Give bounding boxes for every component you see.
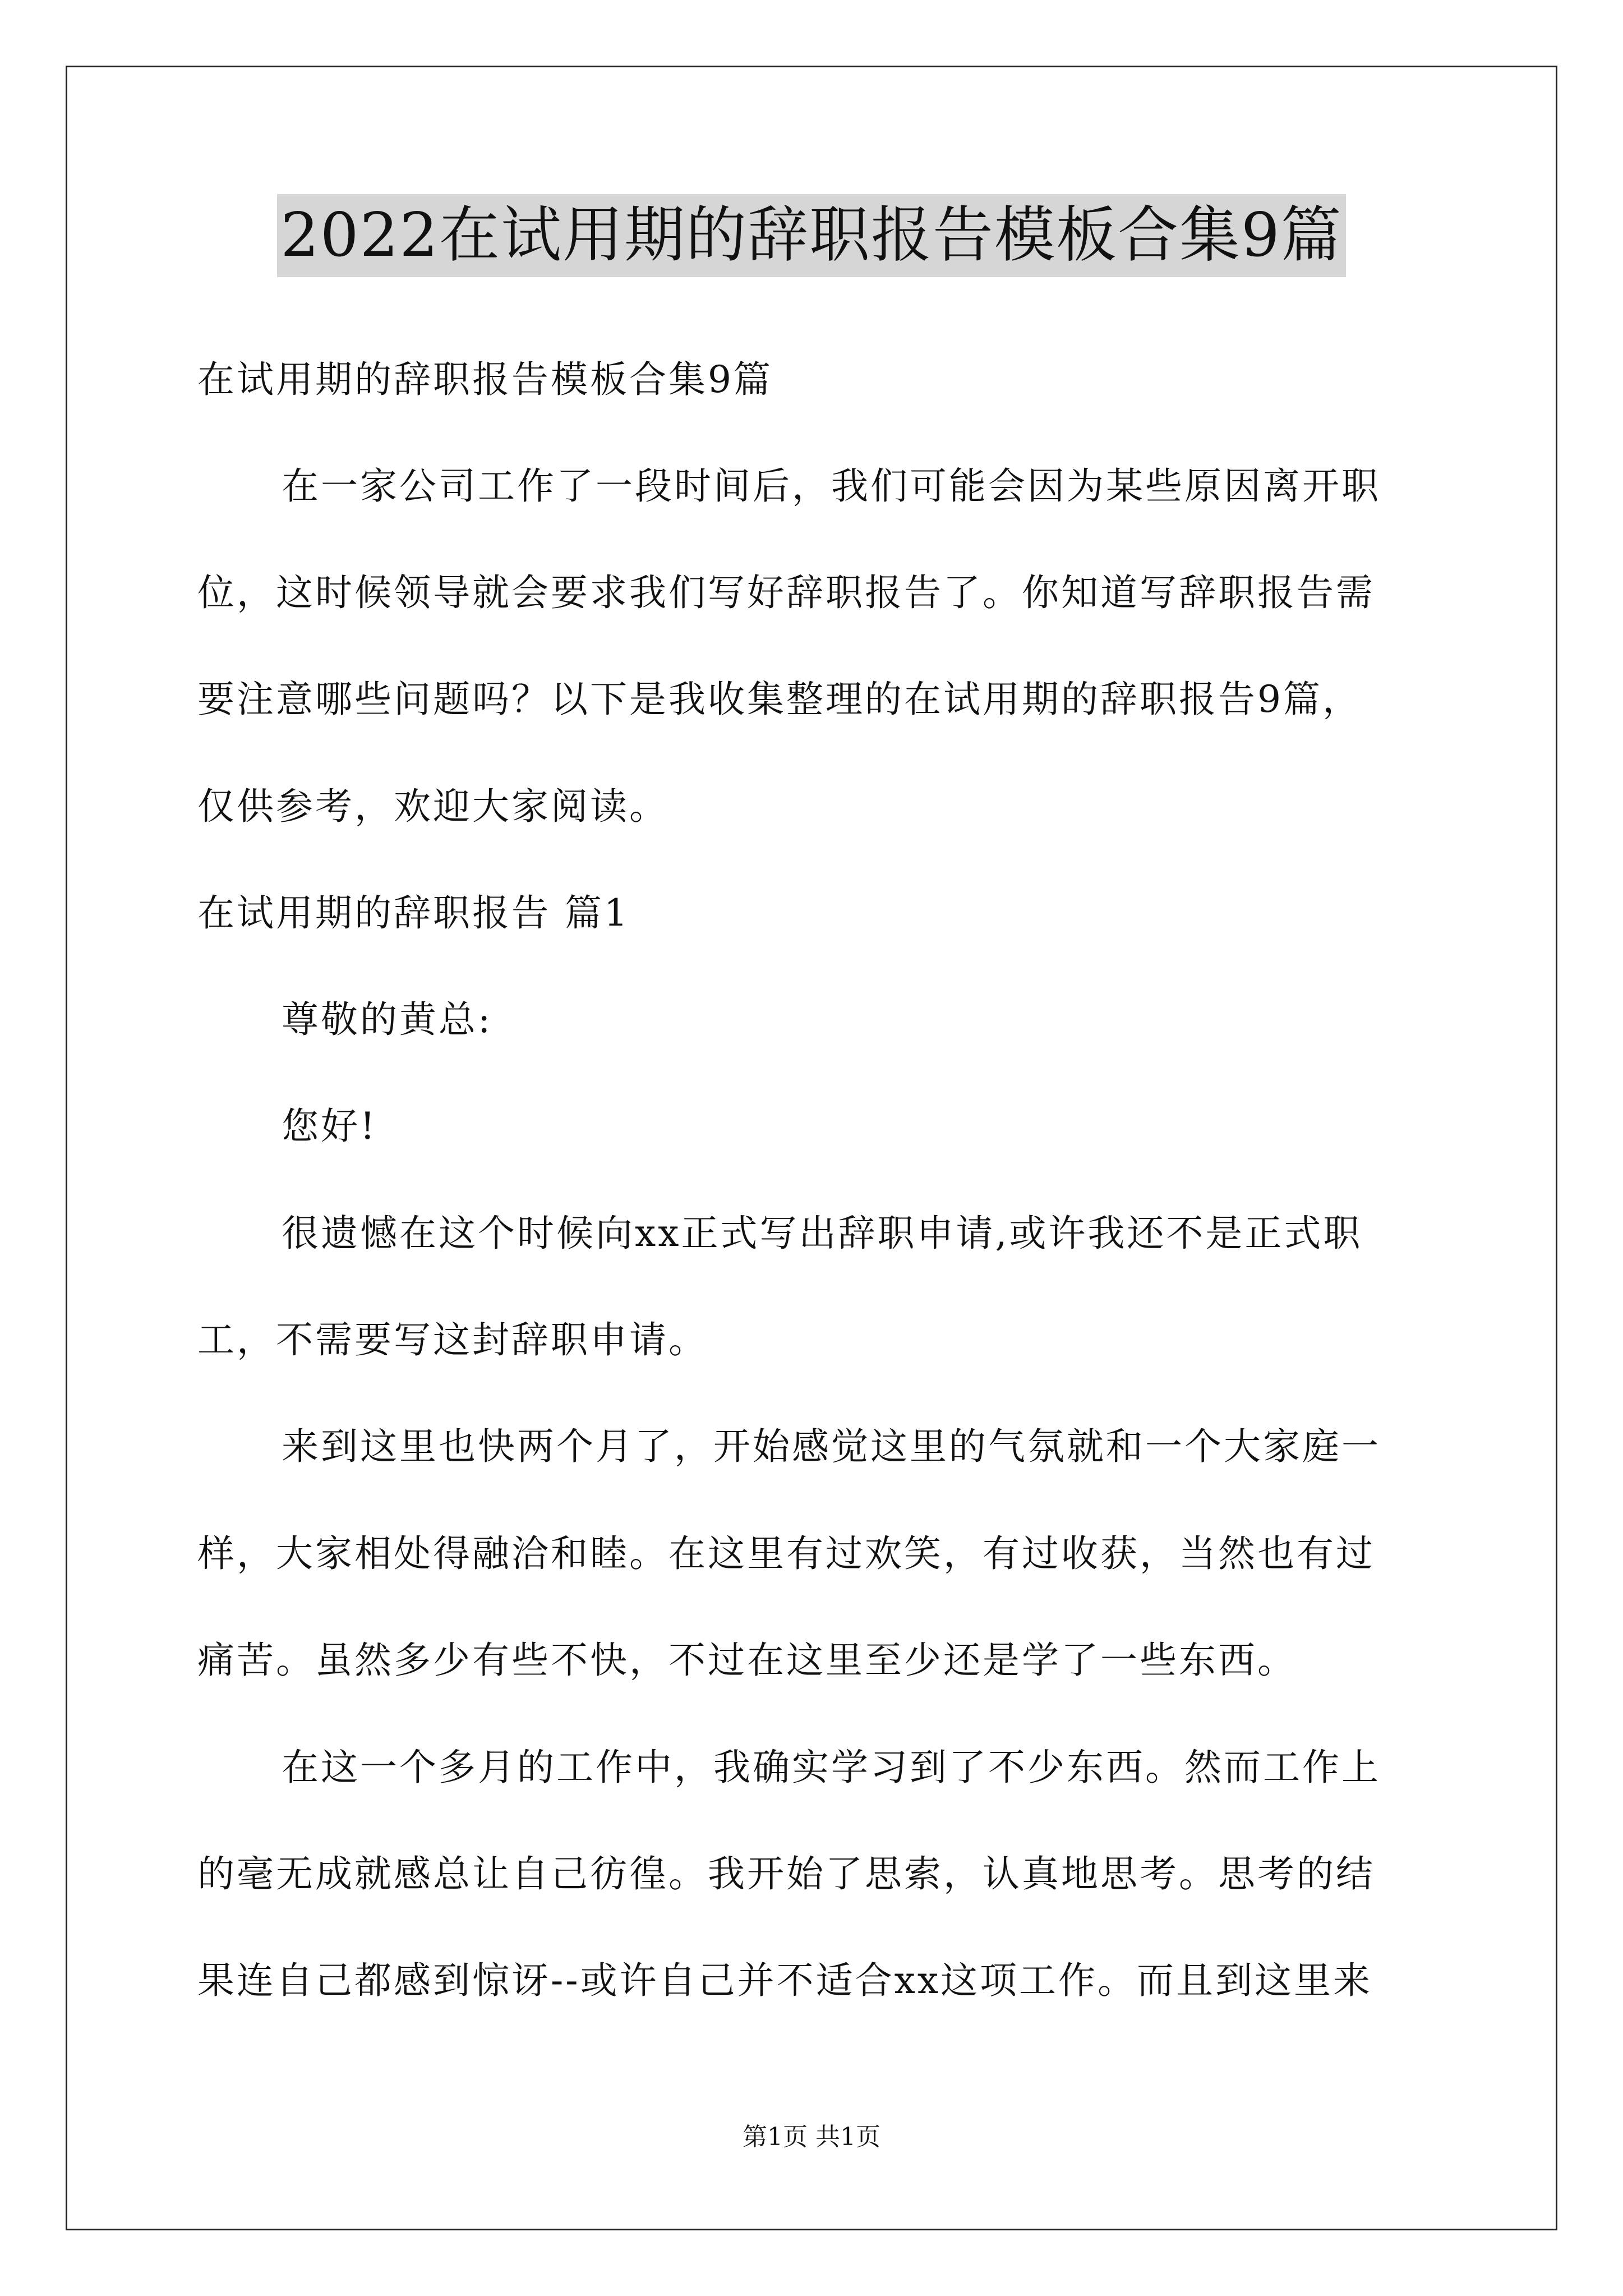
paragraph-line: 工，不需要写这封辞职申请。 xyxy=(197,1318,708,1361)
page-footer: 第1页 共1页 xyxy=(743,2123,880,2151)
paragraph-line: 果连自己都感到惊讶--或许自己并不适合xx这项工作。而且到这里来 xyxy=(197,1959,1373,2002)
paragraph-line: 样，大家相处得融洽和睦。在这里有过欢笑，有过收获，当然也有过 xyxy=(197,1532,1375,1575)
paragraph-line: 来到这里也快两个月了，开始感觉这里的气氛就和一个大家庭一 xyxy=(282,1425,1381,1468)
document-subtitle: 在试用期的辞职报告模板合集9篇 xyxy=(197,358,773,401)
paragraph-line: 很遗憾在这个时候向xx正式写出辞职申请,或许我还不是正式职 xyxy=(282,1212,1363,1255)
paragraph-line: 在一家公司工作了一段时间后，我们可能会因为某些原因离开职 xyxy=(282,464,1381,508)
title-container xyxy=(0,194,1623,277)
paragraph-line: 痛苦。虽然多少有些不快，不过在这里至少还是学了一些东西。 xyxy=(197,1639,1297,1682)
paragraph-line: 仅供参考，欢迎大家阅读。 xyxy=(197,785,668,828)
document-title: 2022在试用期的辞职报告模板合集9篇 xyxy=(277,194,1346,277)
salutation: 尊敬的黄总: xyxy=(282,998,493,1041)
greeting: 您好! xyxy=(282,1105,377,1148)
paragraph-line: 的毫无成就感总让自己彷徨。我开始了思索，认真地思考。思考的结 xyxy=(197,1852,1375,1895)
section-heading: 在试用期的辞职报告 篇1 xyxy=(197,891,630,935)
paragraph-line: 要注意哪些问题吗？以下是我收集整理的在试用期的辞职报告9篇， xyxy=(197,678,1362,721)
paragraph-line: 位，这时候领导就会要求我们写好辞职报告了。你知道写辞职报告需 xyxy=(197,571,1375,614)
paragraph-line: 在这一个多月的工作中，我确实学习到了不少东西。然而工作上 xyxy=(282,1746,1381,1789)
